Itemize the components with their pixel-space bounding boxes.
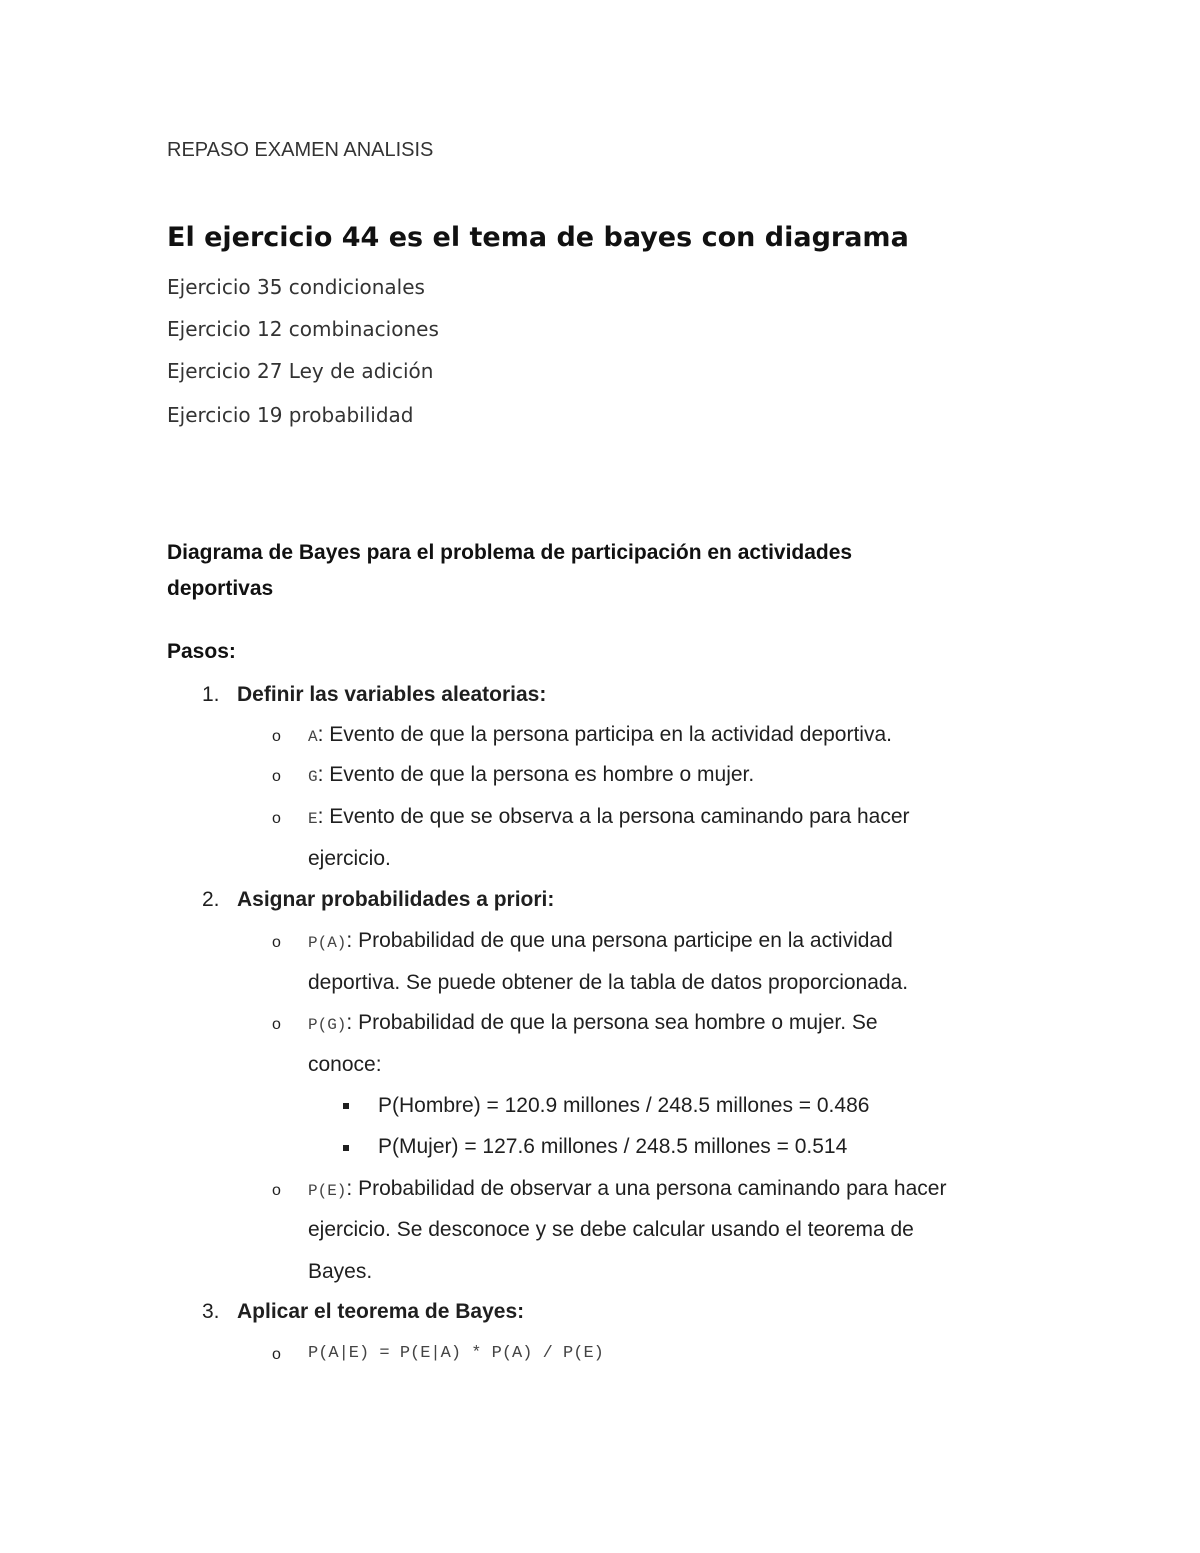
square-bullet-marker (343, 1145, 349, 1151)
sub-bullet-text: P(Hombre) = 120.9 millones / 248.5 millones = 0.486 (378, 1094, 870, 1117)
variable-code: G (308, 768, 318, 786)
bullet-marker: o (272, 768, 281, 785)
exercise-line: Ejercicio 19 probabilidad (167, 403, 414, 427)
step-title: Asignar probabilidades a priori: (237, 888, 555, 911)
bullet-line (308, 1011, 878, 1035)
bullet-continuation: ejercicio. (308, 847, 391, 870)
bullet-marker: o (272, 1016, 281, 1033)
bullet-line (308, 723, 892, 747)
step-title: Definir las variables aleatorias: (237, 683, 547, 706)
step-number: 2. (202, 888, 220, 911)
bullet-text: : Evento de que la persona participa en la actividad deportiva. (317, 723, 892, 746)
section-title-line: Diagrama de Bayes para el problema de participación en actividades (167, 541, 853, 564)
pasos-label: Pasos: (167, 640, 236, 663)
variable-code: A (308, 728, 318, 746)
exercise-line: Ejercicio 12 combinaciones (167, 317, 439, 341)
bullet-marker: o (272, 728, 281, 745)
bullet-marker: o (272, 934, 281, 951)
exercise-line: Ejercicio 35 condicionales (167, 275, 425, 299)
step-title: Aplicar el teorema de Bayes: (237, 1300, 525, 1323)
bullet-marker: o (272, 1346, 281, 1363)
bullet-marker: o (272, 810, 281, 827)
exercise-line: Ejercicio 27 Ley de adición (167, 359, 434, 383)
bullet-line (308, 1177, 946, 1201)
sub-bullet-text: P(Mujer) = 127.6 millones / 248.5 millones = 0.514 (378, 1135, 848, 1158)
bullet-marker: o (272, 1182, 281, 1199)
bullet-continuation: Bayes. (308, 1260, 373, 1283)
step-number: 1. (202, 683, 220, 706)
main-heading: El ejercicio 44 es el tema de bayes con diagrama (167, 222, 909, 253)
variable-code: P(E) (308, 1182, 347, 1200)
bullet-continuation: deportiva. Se puede obtener de la tabla de datos proporcionada. (308, 971, 909, 994)
bullet-line (308, 763, 754, 787)
document-header: REPASO EXAMEN ANALISIS (167, 139, 434, 161)
bullet-text: : Probabilidad de que la persona sea hombre o mujer. Se (346, 1011, 878, 1034)
bullet-line (308, 805, 910, 829)
bullet-continuation: conoce: (308, 1053, 382, 1076)
bayes-formula: P(A|E) = P(E|A) * P(A) / P(E) (308, 1344, 604, 1363)
step-number: 3. (202, 1300, 220, 1323)
section-title-line: deportivas (167, 577, 274, 600)
bullet-text: : Probabilidad de observar a una persona caminando para hacer (346, 1177, 947, 1200)
bullet-text: : Probabilidad de que una persona participe en la actividad (346, 929, 893, 952)
bullet-text: : Evento de que se observa a la persona caminando para hacer (317, 805, 910, 828)
bullet-line (308, 929, 893, 953)
square-bullet-marker (343, 1103, 349, 1109)
variable-code: P(G) (308, 1016, 347, 1034)
bullet-continuation: ejercicio. Se desconoce y se debe calcular usando el teorema de (308, 1218, 914, 1241)
bullet-text: : Evento de que la persona es hombre o mujer. (317, 763, 755, 786)
variable-code: P(A) (308, 934, 347, 952)
variable-code: E (308, 810, 318, 828)
